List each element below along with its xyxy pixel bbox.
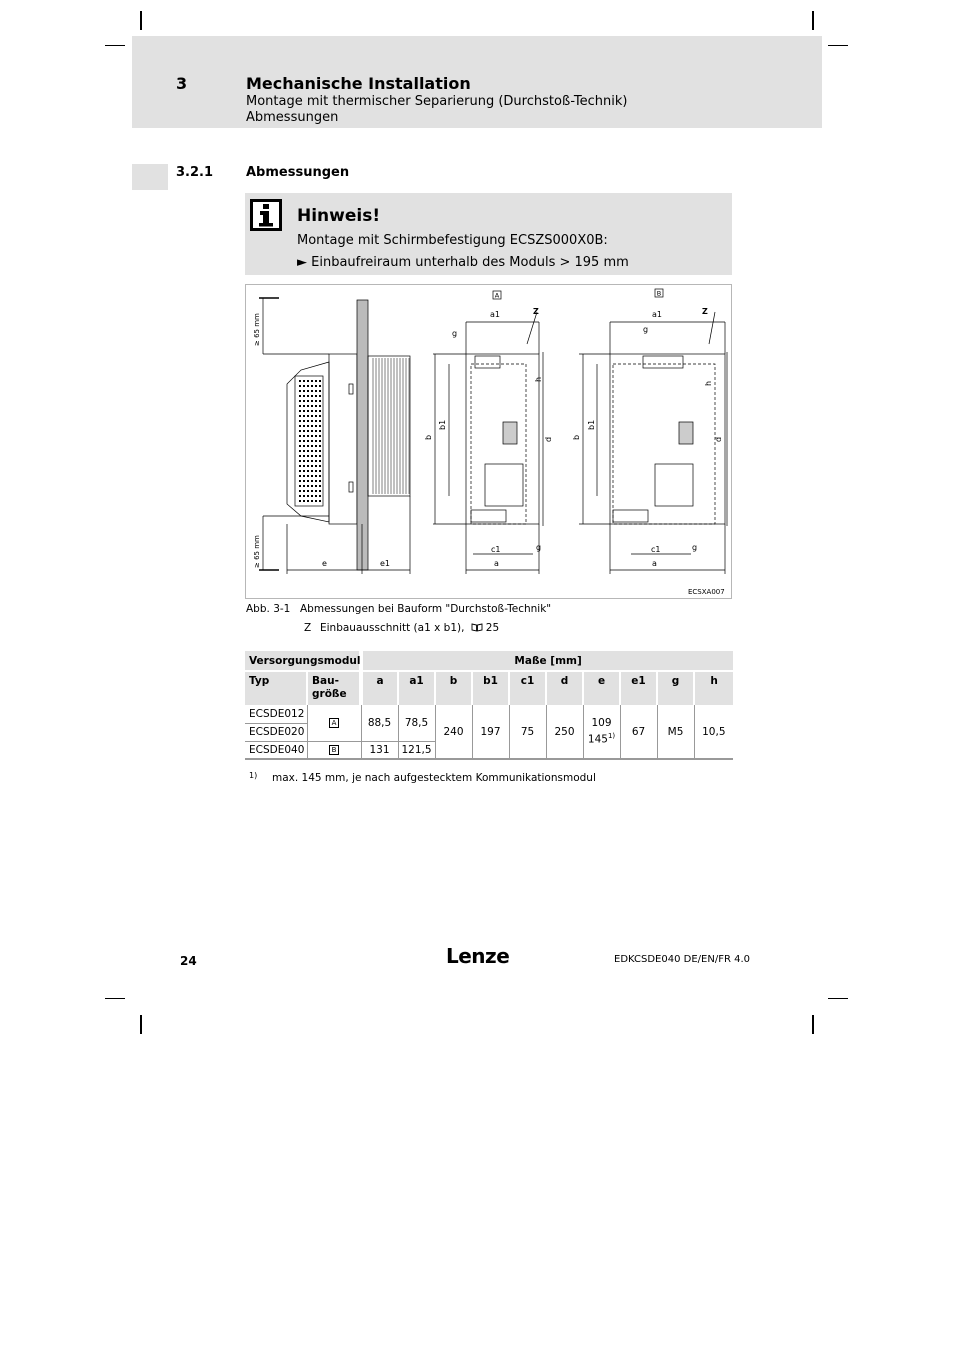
vent-dot [311, 380, 313, 382]
dim-e-label: e [322, 559, 327, 568]
module-b-outline [610, 354, 725, 524]
cell-a-size-a: 88,5 [361, 705, 398, 741]
chapter-title: Mechanische Installation [246, 74, 471, 93]
baugroesse-line2: größe [312, 688, 347, 700]
vent-dot [307, 445, 309, 447]
front-view-b [579, 312, 727, 574]
module-a-lower-panel [485, 464, 523, 506]
vent-dot [307, 440, 309, 442]
vent-dot [311, 500, 313, 502]
vent-dot [319, 395, 321, 397]
cell-b: 240 [435, 705, 472, 759]
cell-e [583, 705, 620, 759]
vent-dot [315, 460, 317, 462]
cell-c1: 75 [509, 705, 546, 759]
vent-dot [303, 385, 305, 387]
figure-code: ECSXA007 [688, 588, 725, 596]
figure-caption-text: Abmessungen bei Bauform "Durchstoß-Technik" [300, 603, 552, 615]
vent-dot [299, 455, 301, 457]
dim-b1-label: b1 [438, 419, 447, 430]
z-leader [527, 312, 537, 344]
vent-dot [299, 420, 301, 422]
vent-dot [319, 485, 321, 487]
vent-dot [311, 485, 313, 487]
column-header-a: a [361, 671, 398, 705]
dim-g-label-bottom-b: g [692, 543, 698, 552]
vent-dot [319, 425, 321, 427]
vent-dot [307, 455, 309, 457]
vent-dot [315, 500, 317, 502]
vent-dot [299, 485, 301, 487]
header-measures-cell: Maße [mm] [361, 651, 733, 671]
side-clip-bottom [349, 482, 353, 492]
vent-dot [311, 465, 313, 467]
dim-c1-label-b: c1 [651, 545, 661, 554]
crop-mark-top-right-h [828, 45, 848, 46]
info-icon [250, 199, 282, 231]
vent-dot [299, 430, 301, 432]
column-header-e: e [583, 671, 620, 705]
vent-dot [307, 465, 309, 467]
vent-dot [311, 395, 313, 397]
vent-dot [307, 435, 309, 437]
vent-dot [319, 390, 321, 392]
column-header-g: g [657, 671, 694, 705]
module-a-cutout [471, 364, 526, 524]
chapter-number: 3 [176, 74, 188, 93]
vent-dot [311, 450, 313, 452]
dim-g-label-bottom: g [536, 543, 542, 552]
vent-dot [303, 445, 305, 447]
note-title: Hinweis! [297, 206, 381, 226]
vent-dot [311, 435, 313, 437]
vent-dot [311, 480, 313, 482]
vent-dot [303, 435, 305, 437]
column-header-c1: c1 [509, 671, 546, 705]
vent-dot [303, 425, 305, 427]
vent-dot [311, 390, 313, 392]
module-b-cutout [613, 364, 715, 524]
header-band [132, 36, 822, 128]
vent-dot [311, 405, 313, 407]
vent-dot [303, 500, 305, 502]
note-text: Montage mit Schirmbefestigung ECSZS000X0B: [297, 233, 608, 248]
vent-dot [307, 460, 309, 462]
vent-dot [299, 440, 301, 442]
dim-g-label-top: g [452, 329, 458, 338]
vent-dot [315, 495, 317, 497]
cell-a1-size-a: 78,5 [398, 705, 435, 741]
vent-dot [303, 490, 305, 492]
vent-dot [315, 380, 317, 382]
module-a-terminal-bottom [471, 510, 506, 522]
vent-dot [303, 480, 305, 482]
chapter-subtitle-2: Abmessungen [246, 110, 339, 125]
vent-dot [299, 500, 301, 502]
vent-dot [299, 400, 301, 402]
vent-dot [307, 395, 309, 397]
module-a-outline [466, 354, 539, 524]
row-size-a: A [307, 705, 361, 741]
dim-d-label-b: d [714, 436, 723, 442]
vent-dot [299, 380, 301, 382]
vent-dot [307, 385, 309, 387]
vent-dot [319, 475, 321, 477]
vent-dot [315, 390, 317, 392]
vent-dot [307, 420, 309, 422]
vent-dot [315, 435, 317, 437]
column-header-b: b [435, 671, 472, 705]
vent-dot [303, 380, 305, 382]
row-typ: ECSDE020 [245, 723, 307, 741]
dim-b-label-b: b [572, 434, 581, 440]
vent-dot [303, 460, 305, 462]
heatsink-fins [373, 358, 409, 494]
crop-mark-top-left-h [105, 45, 125, 46]
vent-dot [319, 480, 321, 482]
dim-a1-label-b: a1 [652, 310, 662, 319]
section-marker [132, 164, 168, 190]
vent-dot [299, 435, 301, 437]
view-a-label: A [494, 291, 500, 300]
vent-dot [319, 435, 321, 437]
vent-dot [299, 415, 301, 417]
vent-dot [307, 470, 309, 472]
vent-dot [307, 490, 309, 492]
vent-dot [311, 470, 313, 472]
vent-dot [311, 425, 313, 427]
cell-a-size-b: 131 [361, 741, 398, 759]
vent-dot [319, 405, 321, 407]
column-header-a1: a1 [398, 671, 435, 705]
crop-mark-bottom-left-h [105, 998, 125, 999]
section-title: Abmessungen [246, 165, 350, 180]
dim-b1-label-b: b1 [587, 419, 596, 430]
vent-dot [311, 455, 313, 457]
book-icon [471, 623, 483, 632]
footnote-text: max. 145 mm, je nach aufgestecktem Kommunikationsmodul [272, 772, 596, 784]
dim-h-label: h [534, 376, 543, 382]
vent-dot [303, 415, 305, 417]
dim-h-label-b: h [704, 380, 713, 386]
page-number: 24 [180, 954, 197, 968]
mounting-plate [357, 300, 368, 570]
document-id: EDKCSDE040 DE/EN/FR 4.0 [614, 954, 750, 965]
vent-dot [319, 410, 321, 412]
vent-dot [299, 395, 301, 397]
vent-dot [315, 410, 317, 412]
module-b-lower-panel [655, 464, 693, 506]
vent-dot [307, 410, 309, 412]
figure-number: Abb. 3-1 [246, 603, 291, 615]
vent-dot [311, 460, 313, 462]
vent-dot [311, 415, 313, 417]
vent-dot [319, 450, 321, 452]
vent-dot [307, 405, 309, 407]
vent-dot [307, 495, 309, 497]
cell-d: 250 [546, 705, 583, 759]
column-header-b1: b1 [472, 671, 509, 705]
crop-mark-top-right-v [812, 11, 814, 30]
vent-dot [319, 460, 321, 462]
dim-d-label: d [544, 436, 553, 442]
vent-dot [319, 380, 321, 382]
dim-g-label-top-b: g [643, 325, 649, 334]
vent-dot [319, 465, 321, 467]
header-group-cell: Versorgungsmodul [245, 651, 361, 671]
view-b-label: B [656, 289, 662, 298]
vent-dot [307, 390, 309, 392]
dim-b-label: b [424, 434, 433, 440]
vent-dot [303, 400, 305, 402]
z-label: Z [533, 307, 539, 316]
vent-dot [299, 460, 301, 462]
dim-a1-label: a1 [490, 310, 500, 319]
vent-dot [315, 440, 317, 442]
cell-e-footnote: 1) [607, 731, 616, 740]
vent-dot [319, 495, 321, 497]
vent-dot [303, 485, 305, 487]
dim-a-label: a [494, 559, 499, 568]
vent-dot [319, 445, 321, 447]
vent-dot [303, 430, 305, 432]
vent-dot [303, 465, 305, 467]
vent-dot [299, 450, 301, 452]
vent-dot [315, 470, 317, 472]
vent-dot [299, 490, 301, 492]
vent-dot [311, 495, 313, 497]
legend-page-ref: 25 [485, 622, 500, 634]
module-a-terminal-top [475, 356, 500, 368]
vent-dot [303, 420, 305, 422]
vent-dot [307, 480, 309, 482]
vent-dot [319, 415, 321, 417]
z-leader-b [709, 312, 715, 344]
vent-dot [303, 405, 305, 407]
vent-dots [299, 380, 321, 502]
vent-dot [307, 500, 309, 502]
vent-dot [303, 475, 305, 477]
vent-dot [315, 445, 317, 447]
cell-e1: 67 [620, 705, 657, 759]
cell-b1: 197 [472, 705, 509, 759]
vent-dot [307, 380, 309, 382]
vent-dot [311, 475, 313, 477]
vent-dot [319, 400, 321, 402]
dimension-drawing [245, 284, 732, 599]
vent-dot [315, 385, 317, 387]
vent-dot [315, 395, 317, 397]
vent-dot [299, 495, 301, 497]
crop-mark-bottom-right-h [828, 998, 848, 999]
legend-text: Einbauausschnitt (a1 x b1), [320, 622, 465, 634]
dimensions-table [245, 651, 733, 760]
vent-dot [315, 480, 317, 482]
baugroesse-line1: Bau- [312, 675, 339, 687]
vent-dot [315, 420, 317, 422]
vent-dot [299, 390, 301, 392]
section-number: 3.2.1 [176, 165, 214, 180]
figure-legend [304, 622, 499, 634]
vent-dot [299, 475, 301, 477]
clearance-top-label: ≥ 65 mm [253, 313, 261, 346]
side-view [259, 298, 410, 574]
vent-dot [307, 430, 309, 432]
vent-dot [315, 450, 317, 452]
z-label-b: Z [702, 307, 708, 316]
module-b-terminal-bottom [613, 510, 648, 522]
vent-dot [311, 420, 313, 422]
vent-dot [311, 445, 313, 447]
cell-e-line2: 145 [587, 733, 608, 746]
vent-dot [311, 430, 313, 432]
vent-dot [307, 400, 309, 402]
vent-dot [303, 390, 305, 392]
vent-dot [319, 440, 321, 442]
table-row [245, 705, 733, 723]
vent-dot [315, 465, 317, 467]
vent-dot [315, 490, 317, 492]
vent-dot [315, 400, 317, 402]
vent-dot [303, 455, 305, 457]
vent-dot [303, 470, 305, 472]
row-size-b: B [307, 741, 361, 759]
vent-dot [311, 440, 313, 442]
vent-dot [303, 450, 305, 452]
footnote-mark: 1) [249, 771, 258, 780]
crop-mark-bottom-left-v [140, 1015, 142, 1034]
vent-dot [311, 400, 313, 402]
vent-dot [311, 385, 313, 387]
legend-key: Z [304, 622, 312, 634]
column-header-d: d [546, 671, 583, 705]
row-typ: ECSDE012 [245, 705, 307, 723]
vent-dot [299, 480, 301, 482]
vent-dot [299, 425, 301, 427]
note-bullet-item [297, 255, 629, 270]
dim-a-label-b: a [652, 559, 657, 568]
lenze-logo: Lenze [446, 944, 510, 968]
vent-dot [307, 450, 309, 452]
vent-dot [299, 445, 301, 447]
crop-mark-bottom-right-v [812, 1015, 814, 1034]
column-header-h: h [694, 671, 733, 705]
vent-dot [303, 440, 305, 442]
vent-dot [299, 410, 301, 412]
vent-dot [315, 430, 317, 432]
vent-dot [307, 425, 309, 427]
vent-dot [315, 405, 317, 407]
vent-dot [311, 490, 313, 492]
row-typ: ECSDE040 [245, 741, 307, 759]
side-clip-top [349, 384, 353, 394]
clearance-bottom-label: ≥ 65 mm [253, 535, 261, 568]
vent-dot [319, 500, 321, 502]
bullet-arrow-icon: ► [297, 255, 307, 270]
vent-dot [315, 475, 317, 477]
cell-a1-size-b: 121,5 [398, 741, 435, 759]
front-view-a [433, 312, 543, 574]
vent-dot [299, 385, 301, 387]
cell-e-line1: 109 [591, 716, 612, 729]
vent-dot [303, 410, 305, 412]
vent-dot [319, 420, 321, 422]
chapter-subtitle: Montage mit thermischer Separierung (Durchstoß-Technik) [246, 94, 628, 109]
vent-dot [303, 395, 305, 397]
vent-dot [319, 470, 321, 472]
vent-dot [315, 455, 317, 457]
note-bullet-text: Einbaufreiraum unterhalb des Moduls > 195 mm [311, 255, 629, 270]
vent-dot [319, 430, 321, 432]
vent-dot [303, 495, 305, 497]
cell-h: 10,5 [702, 725, 726, 738]
vent-dot [319, 490, 321, 492]
vent-dot [299, 405, 301, 407]
vent-dot [315, 485, 317, 487]
vent-dot [319, 385, 321, 387]
dim-c1-label: c1 [491, 545, 501, 554]
heatsink [368, 356, 410, 496]
dim-e1-label: e1 [380, 559, 391, 568]
module-a-connector [503, 422, 517, 444]
vent-dot [315, 415, 317, 417]
vent-dot [299, 465, 301, 467]
column-header-typ: Typ [245, 671, 307, 705]
vent-dot [319, 455, 321, 457]
column-header-baugroesse [307, 671, 361, 705]
crop-mark-top-left-v [140, 11, 142, 30]
vent-dot [311, 410, 313, 412]
vent-dot [299, 470, 301, 472]
vent-dot [307, 415, 309, 417]
vent-dot [307, 485, 309, 487]
vent-dot [307, 475, 309, 477]
column-header-e1: e1 [620, 671, 657, 705]
vent-dot [315, 425, 317, 427]
housing-body [329, 354, 357, 524]
figure-caption [246, 603, 551, 615]
module-b-connector [679, 422, 693, 444]
module-b-terminal-top [643, 356, 683, 368]
cell-g: M5 [657, 705, 694, 759]
